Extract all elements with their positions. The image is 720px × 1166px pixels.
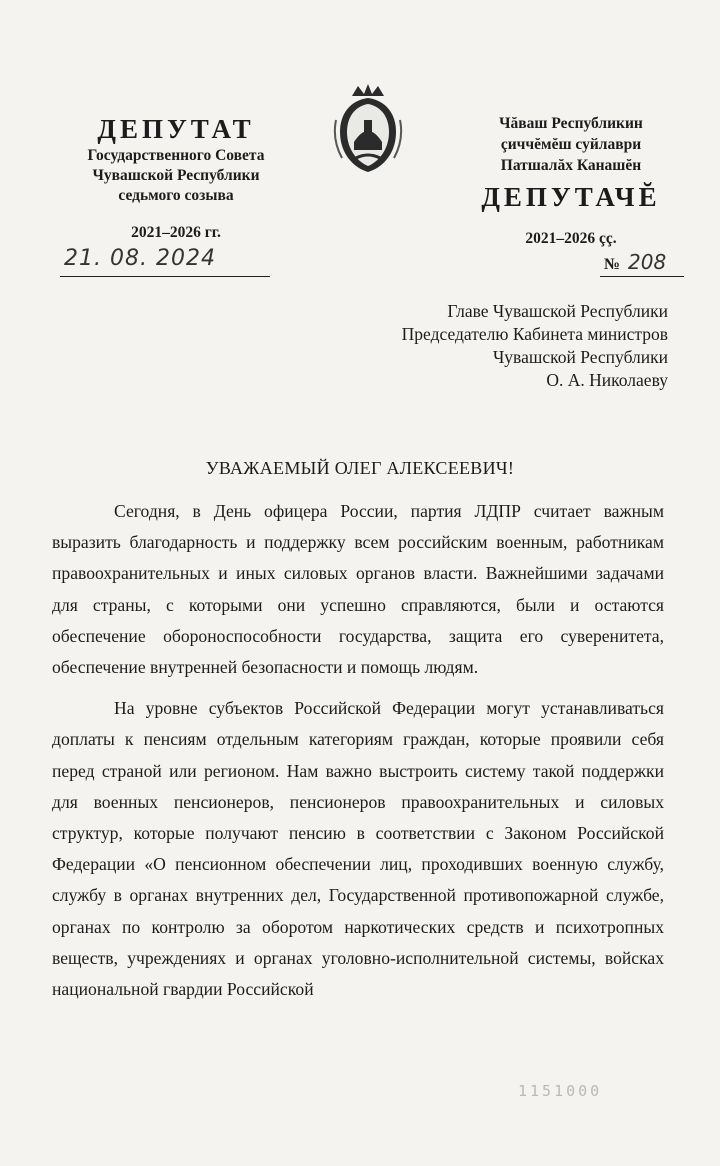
date-underline — [60, 276, 270, 277]
term-years-ru: 2021–2026 гг. — [131, 224, 221, 241]
deputy-title-ru: ДЕПУТАТ — [97, 114, 255, 144]
deputy-title-cv: ДЕПУТАЧĔ — [481, 182, 661, 212]
addressee-line: О. А. Николаеву — [546, 370, 668, 390]
council-name-line1: Государственного Совета — [87, 147, 265, 164]
addressee-line: Главе Чувашской Республики — [447, 301, 668, 321]
council-name-line2: Чувашской Республики — [92, 167, 260, 184]
number-label: № — [604, 256, 621, 273]
number-underline — [600, 276, 684, 277]
council-name-line3: седьмого созыва — [118, 187, 234, 204]
chuvash-coat-of-arms-icon — [330, 80, 406, 176]
faint-stamp-number: 1151000 — [518, 1082, 603, 1100]
handwritten-number: 208 — [628, 250, 667, 274]
council-name-cv-line3: Патшалăх Канашĕн — [500, 157, 642, 174]
council-name-cv-line2: çиччĕмĕш суйлаври — [500, 136, 642, 153]
council-name-cv-line1: Чăваш Республикин — [499, 115, 643, 132]
header-left-block — [60, 112, 292, 242]
salutation: УВАЖАЕМЫЙ ОЛЕГ АЛЕКСЕЕВИЧ! — [205, 458, 515, 478]
addressee-line: Председателю Кабинета министров — [401, 324, 668, 344]
letter-body — [52, 496, 664, 1015]
addressee-block — [402, 300, 668, 392]
header-right-block — [458, 113, 684, 248]
addressee-line: Чувашской Республики — [492, 347, 668, 367]
body-paragraph: Сегодня, в День офицера России, партия ЛДПР считает важным выразить благодарность и поддержку всем российским военным, работникам правоохранительных и иных силовых органов власти. Важнейшими задачами для страны, с которыми они успешно справляются, были и остаются обеспечение обороноспособности государства, защита его суверенитета, обеспечение внутренней безопасности и помощь людям. — [52, 501, 664, 678]
term-years-cv: 2021–2026 çç. — [525, 230, 617, 247]
body-paragraph: На уровне субъектов Российской Федерации могут устанавливаться доплаты к пенсиям отдельным категориям граждан, которые проявили себя перед страной или регионом. Нам важно выстроить систему такой поддержки для военных пенсионеров, пенсионеров правоохранительных и силовых структур, которые получают пенсию в соответствии с Законом Российской Федерации «О пенсионном обеспечении лиц, проходивших военную службу, службу в органах внутренних дел, Государственной противопожарной службе, органах по контролю за оборотом наркотических средств и психотропных веществ, учреждениях и органах уголовно-исполнительной системы, войсках национальной гвардии Российской — [52, 698, 664, 1000]
handwritten-date: 21. 08. 2024 — [64, 246, 216, 271]
